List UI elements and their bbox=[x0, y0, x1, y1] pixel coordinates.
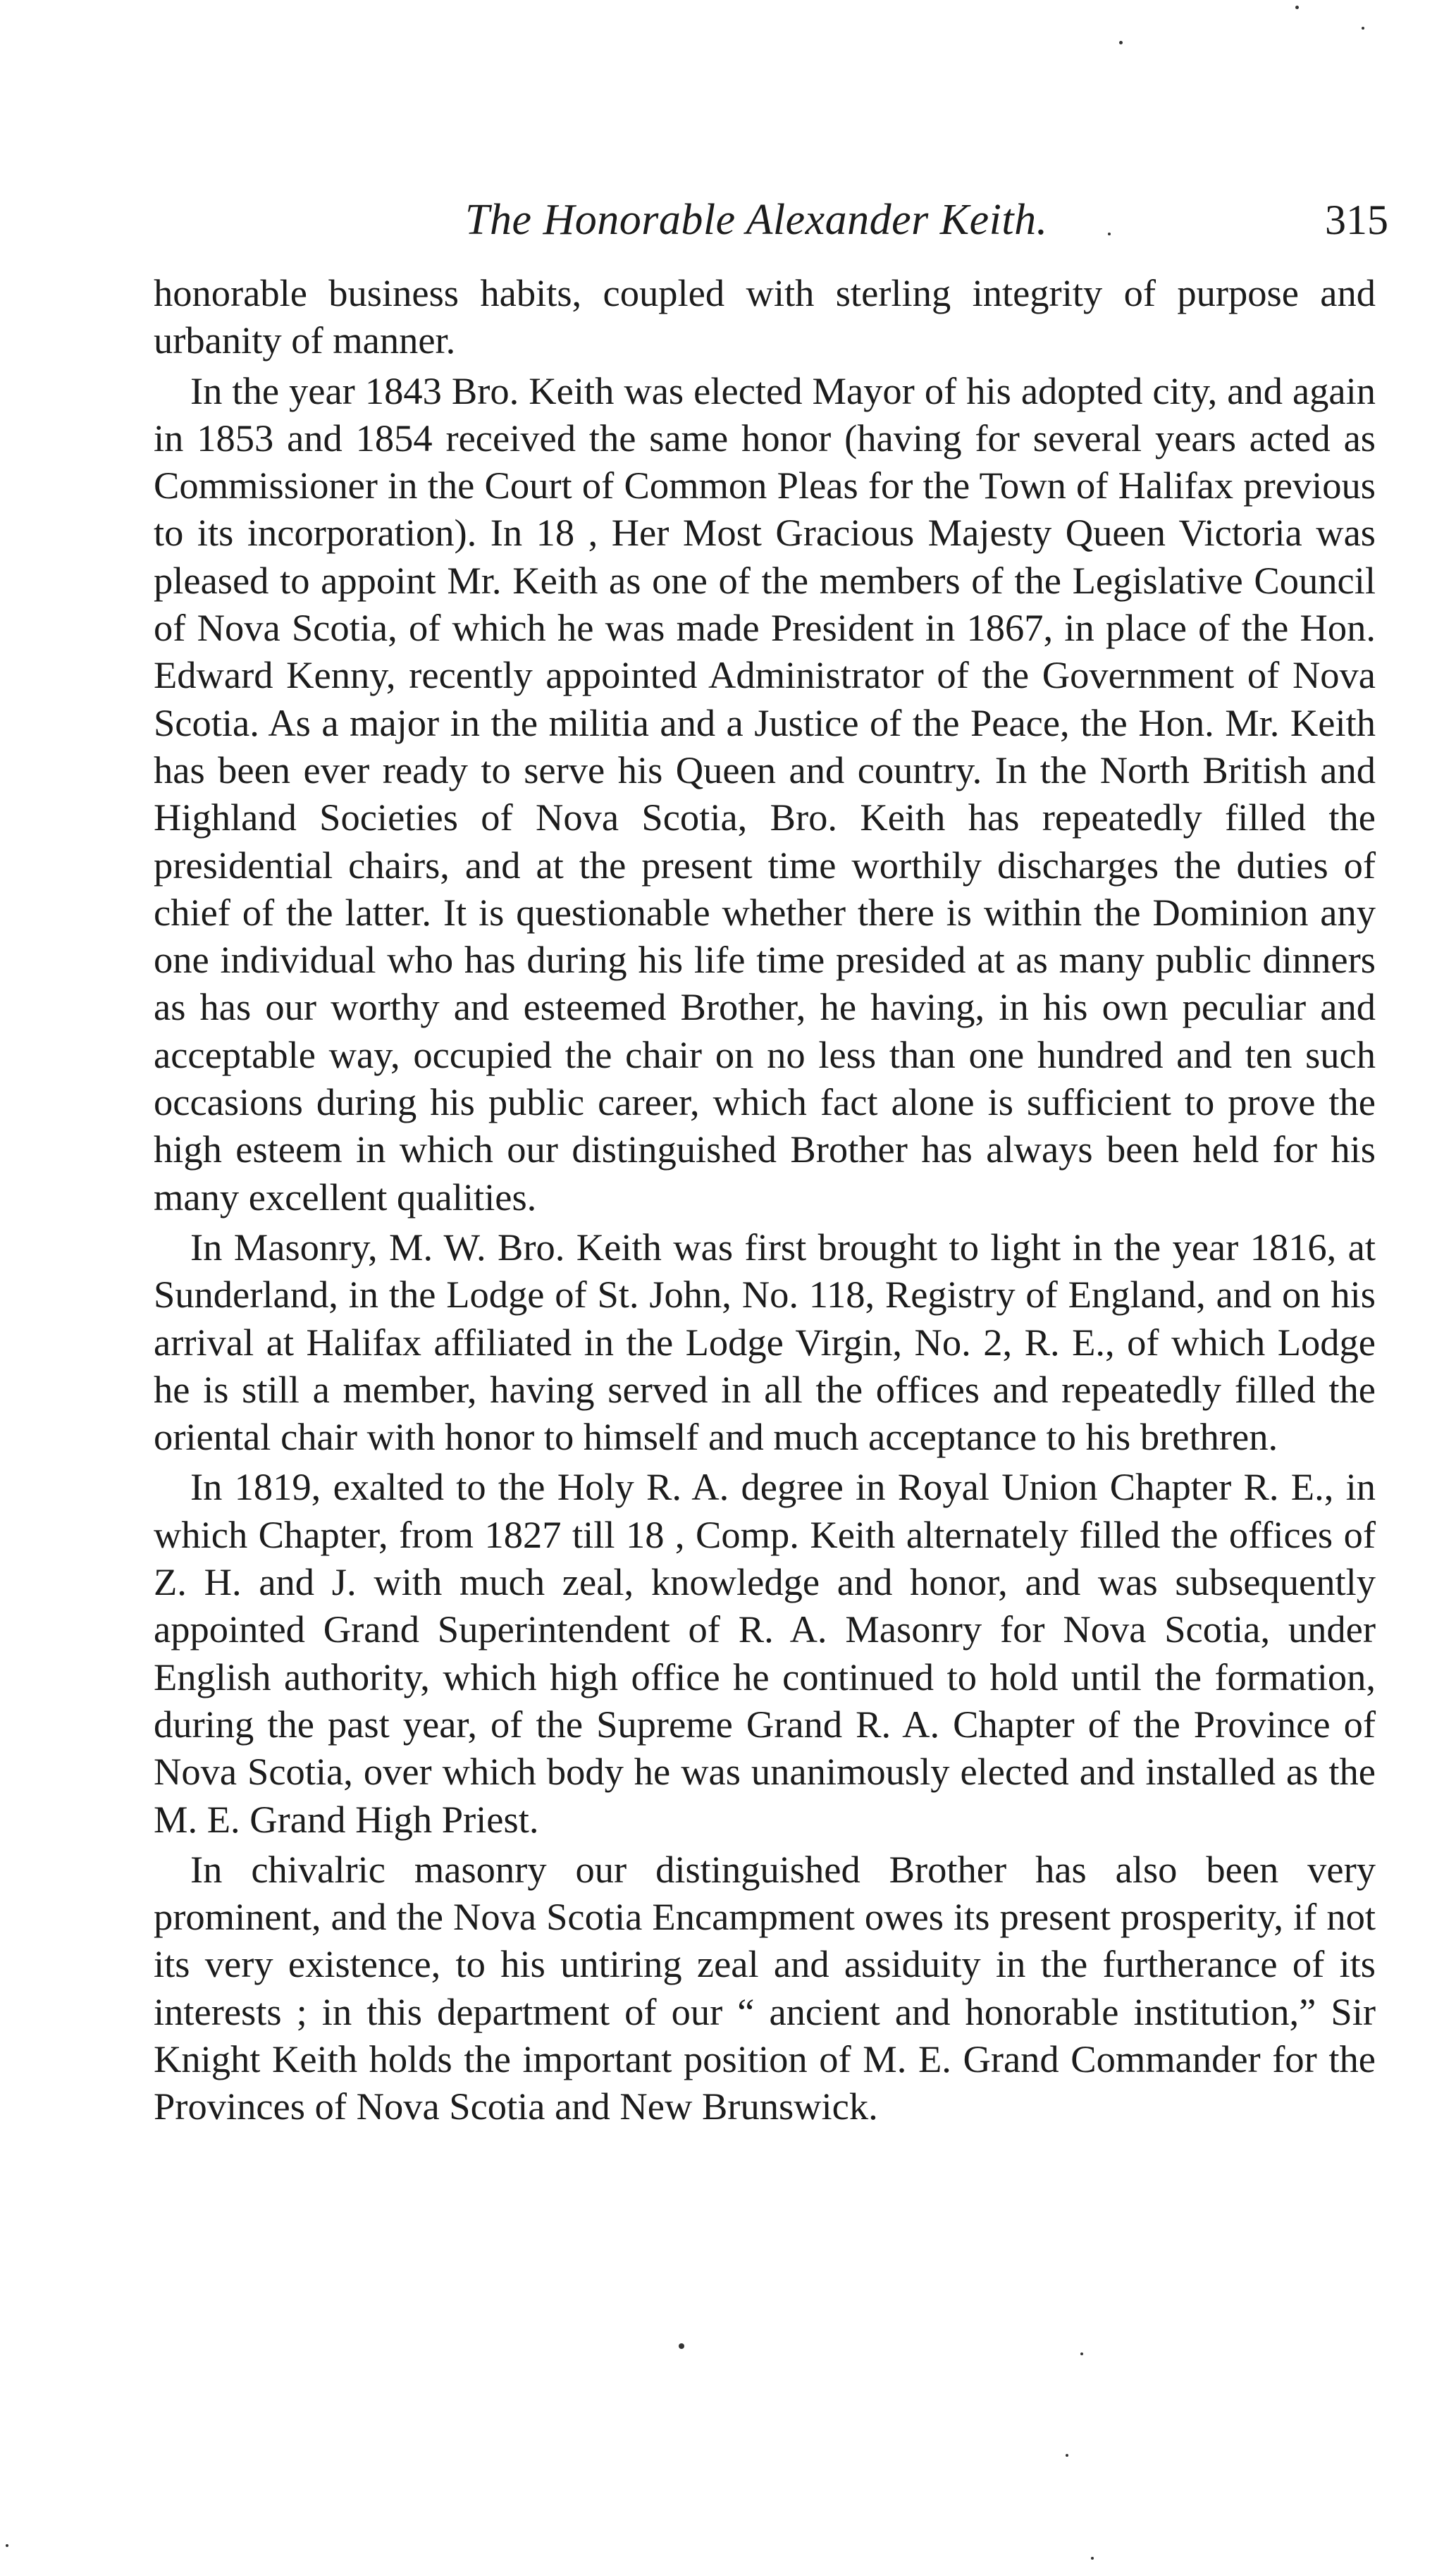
running-title: The Honorable Alexander Keith. bbox=[465, 196, 1048, 244]
paragraph-public-career: In the year 1843 Bro. Keith was elected Mayor of his adopted city, and again in 1853 and 1854 received the same honor (having for several years acted as Commissioner in the Court of Common Pleas for the Town of Halifax previous to its incorporation). In 18 , Her Most Gracious Majesty Queen Victoria was pleased to appoint Mr. Keith as one of the members of the Legislative Council of Nova Scotia, of which he was made President in 1867, in place of the Hon. Edward Kenny, recently appointed Administrator of the Government of Nova Scotia. As a major in the militia and a Justice of the Peace, the Hon. Mr. Keith has been ever ready to serve his Queen and country. In the North British and Highland Societies of Nova Scotia, Bro. Keith has repeatedly filled the presidential chairs, and at the present time worthily discharges the duties of chief of the latter. It is questionable whether there is within the Dominion any one individual who has during his life time presided at as many public dinners as has our worthy and esteemed Brother, he having, in his own peculiar and acceptable way, occupied the chair on no less than one hundred and ten such occasions during his public career, which fact alone is sufficient to prove the high esteem in which our distinguished Brother has always been held for his many excellent qualities. bbox=[154, 369, 1376, 1219]
scan-speck bbox=[1295, 6, 1299, 9]
scan-speck bbox=[1080, 2352, 1083, 2355]
scan-speck bbox=[6, 2544, 8, 2547]
paragraph-royal-arch: In 1819, exalted to the Holy R. A. degree in Royal Union Chapter R. E., in which Chapter, from 1827 till 18 , Comp. Keith alternately filled the offices of Z. H. and J. with much zeal, knowledge and honor, and was subsequently appointed Grand Superintendent of R. A. Masonry for Nova Scotia, under English authority, which high office he continued to hold until the formation, during the past year, of the Supreme Grand R. A. Chapter of the Province of Nova Scotia, over which body he was unanimously elected and installed as the M. E. Grand High Priest. bbox=[154, 1465, 1376, 1841]
scan-speck bbox=[1119, 41, 1123, 44]
scan-speck bbox=[679, 2343, 684, 2349]
scan-speck bbox=[1362, 27, 1364, 30]
body-text bbox=[154, 269, 1376, 2133]
scan-speck bbox=[1066, 2454, 1068, 2457]
paragraph-chivalric-masonry: In chivalric masonry our distinguished Brother has also been very prominent, and the Nova Scotia Encampment owes its present prosperity, if not its very existence, to his untiring zeal and assiduity in the furtherance of its interests ; in this department of our “ ancient and honorable institution,” Sir Knight Keith holds the important position of M. E. Grand Commander for the Provinces of Nova Scotia and New Brunswick. bbox=[154, 1847, 1376, 2128]
scan-speck bbox=[1091, 2557, 1094, 2560]
running-head bbox=[155, 192, 1388, 248]
scan-speck bbox=[1108, 233, 1111, 235]
paragraph-continuation: honorable business habits, coupled with sterling integrity of purpose and urbanity of manner. bbox=[154, 271, 1376, 362]
paragraph-masonry: In Masonry, M. W. Bro. Keith was first brought to light in the year 1816, at Sunderland, in the Lodge of St. John, No. 118, Registry of England, and on his arrival at Halifax affiliated in the Lodge Virgin, No. 2, R. E., of which Lodge he is still a member, having served in all the offices and repeatedly filled the oriental chair with honor to himself and much acceptance to his brethren. bbox=[154, 1225, 1376, 1459]
page-number: 315 bbox=[1325, 197, 1388, 243]
